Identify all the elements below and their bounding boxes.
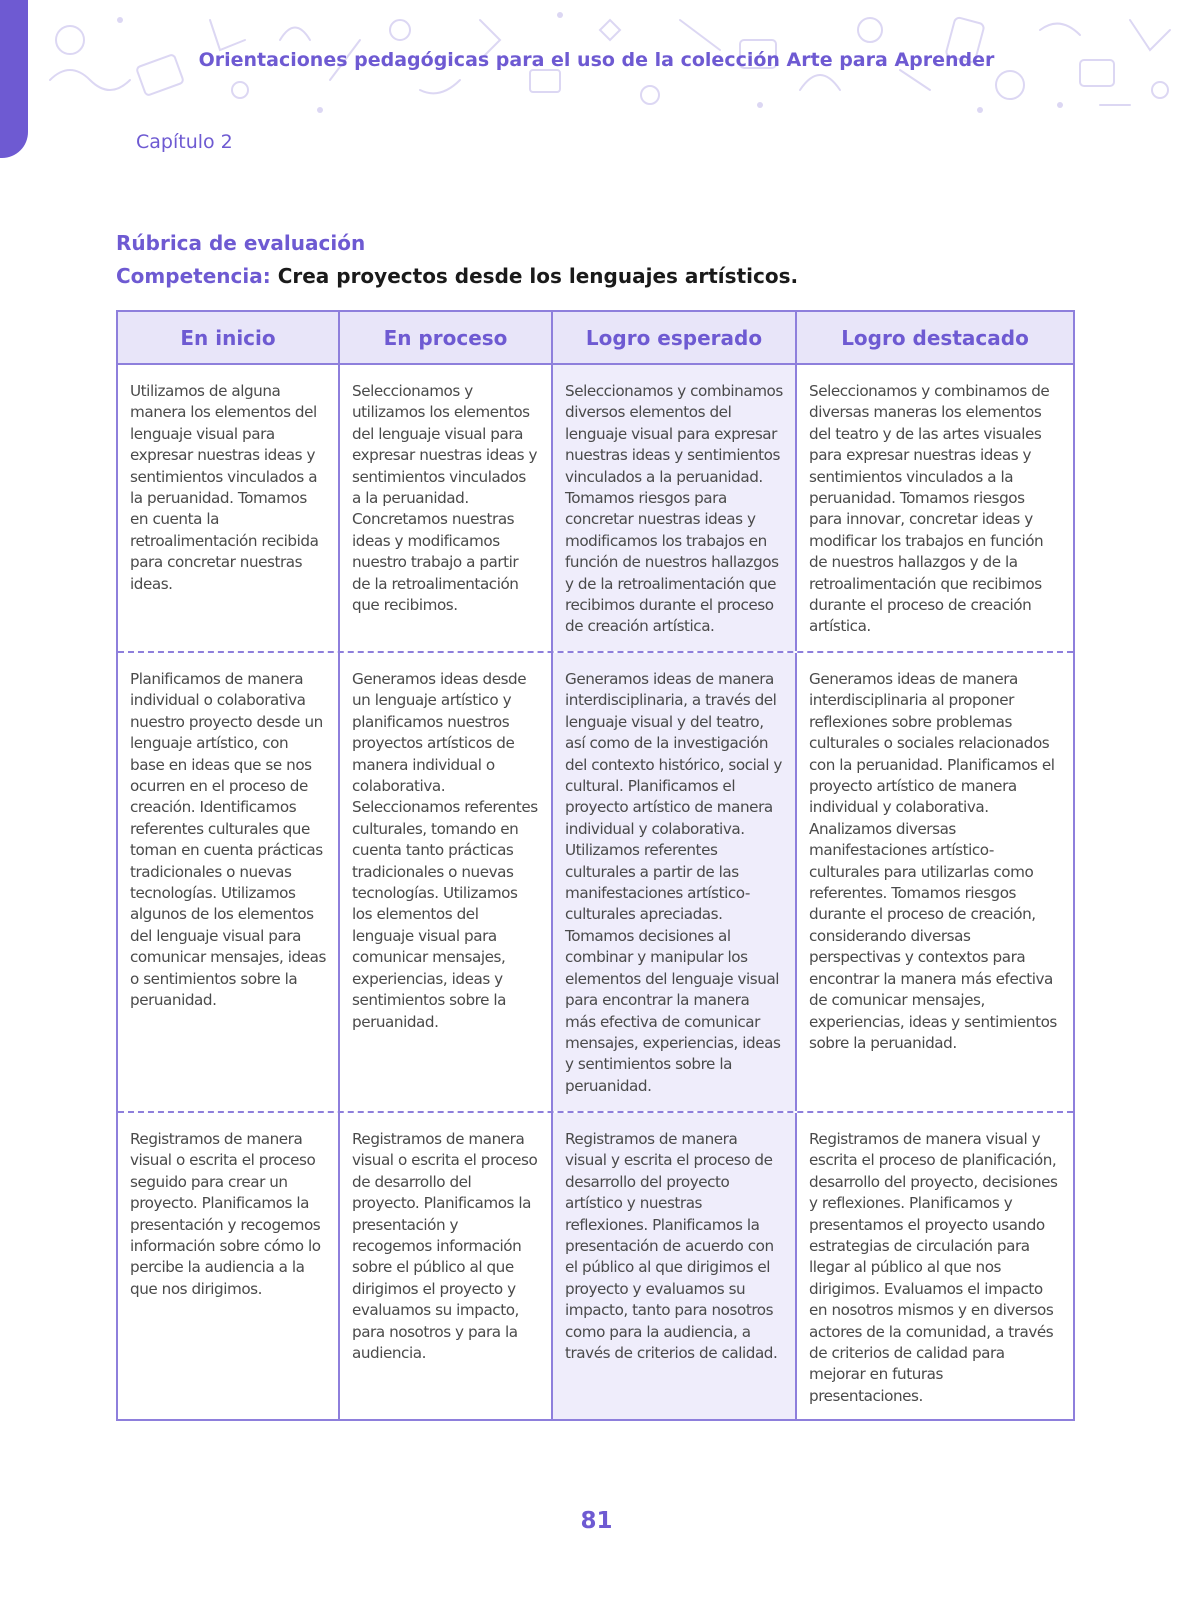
table-cell: Generamos ideas desde un lenguaje artístico y planificamos nuestros proyectos artísticos de manera individual o colaborativa. Seleccionamos referentes culturales, tomando en cuenta tanto prácticas tradicionales o nuevas tecnologías. Utilizamos los elementos del lenguaje visual para comunicar mensajes, experiencias, ideas y sentimientos sobre la peruanidad. — [340, 653, 553, 1111]
column-header: En inicio — [118, 312, 340, 365]
section-title: Rúbrica de evaluación — [116, 231, 366, 255]
competence-label: Competencia: — [116, 264, 271, 288]
competence-line — [116, 264, 798, 288]
table-cell: Registramos de manera visual o escrita el proceso de desarrollo del proyecto. Planificamos la presentación y recogemos información sobre el público al que dirigimos el proyecto y evaluamos su impacto, para nosotros y para la audiencia. — [340, 1113, 553, 1419]
competence-text: Crea proyectos desde los lenguajes artísticos. — [277, 264, 799, 288]
table-cell: Generamos ideas de manera interdisciplinaria, a través del lenguaje visual y del teatro, así como de la investigación del contexto histórico, social y cultural. Planificamos el proyecto artístico de manera individual y colaborativa. Utilizamos referentes culturales a partir de las manifestaciones artístico-culturales apreciadas. Tomamos decisiones al combinar y manipular los elementos del lenguaje visual para encontrar la manera más efectiva de comunicar mensajes, experiencias, ideas y sentimientos sobre la peruanidad. — [553, 653, 797, 1111]
table-row — [118, 1113, 1073, 1419]
rubric-table — [116, 310, 1075, 1421]
table-cell: Utilizamos de alguna manera los elementos del lenguaje visual para expresar nuestras ideas y sentimientos vinculados a la peruanidad. Tomamos en cuenta la retroalimentación recibida para concretar nuestras ideas. — [118, 365, 340, 651]
table-row — [118, 365, 1073, 653]
chapter-label: Capítulo 2 — [136, 131, 233, 153]
table-row — [118, 653, 1073, 1113]
page-header-title: Orientaciones pedagógicas para el uso de la colección Arte para Aprender — [198, 49, 995, 71]
table-cell: Seleccionamos y combinamos de diversas maneras los elementos del teatro y de las artes visuales para expresar nuestras ideas y sentimientos vinculados a la peruanidad. Tomamos riesgos para innovar, concretar ideas y modificar los trabajos en función de nuestros hallazgos y de la retroalimentación que recibimos durante el proceso de creación artística. — [809, 382, 1050, 636]
column-header: Logro destacado — [797, 312, 1073, 365]
table-cell: Planificamos de manera individual o colaborativa nuestro proyecto desde un lenguaje artístico, con base en ideas que se nos ocurren en el proceso de creación. Identificamos referentes culturales que toman en cuenta prácticas tradicionales o nuevas tecnologías. Utilizamos algunos de los elementos del lenguaje visual para comunicar mensajes, ideas o sentimientos sobre la peruanidad. — [118, 653, 340, 1111]
table-header-row — [118, 312, 1073, 365]
table-cell: Registramos de manera visual y escrita el proceso de planificación, desarrollo del proyecto, decisiones y reflexiones. Planificamos y presentamos el proyecto usando estrategias de circulación para llegar al público al que nos dirigimos. Evaluamos el impacto en nosotros mismos y en diversos actores de la comunidad, a través de criterios de calidad para mejorar en futuras presentaciones. — [809, 1130, 1058, 1405]
chapter-side-tab — [0, 0, 28, 158]
column-header: Logro esperado — [553, 312, 797, 365]
table-cell: Generamos ideas de manera interdisciplinaria al proponer reflexiones sobre problemas culturales o sociales relacionados con la peruanidad. Planificamos el proyecto artístico de manera individual y colaborativa. Analizamos diversas manifestaciones artístico-culturales para utilizarlas como referentes. Tomamos riesgos durante el proceso de creación, considerando diversas perspectivas y contextos para encontrar la manera más efectiva de comunicar mensajes, experiencias, ideas y sentimientos sobre la peruanidad. — [809, 670, 1057, 1052]
page-number: 81 — [580, 1508, 613, 1534]
table-cell: Seleccionamos y combinamos diversos elementos del lenguaje visual para expresar nuestras ideas y sentimientos vinculados a la peruanidad. Tomamos riesgos para concretar nuestras ideas y modificamos los trabajos en función de nuestros hallazgos y de la retroalimentación que recibimos durante el proceso de creación artística. — [553, 365, 797, 651]
table-cell: Seleccionamos y utilizamos los elementos del lenguaje visual para expresar nuestras ideas y sentimientos vinculados a la peruanidad. Concretamos nuestras ideas y modificamos nuestro trabajo a partir de la retroalimentación que recibimos. — [340, 365, 553, 651]
column-header: En proceso — [340, 312, 553, 365]
table-cell: Registramos de manera visual y escrita el proceso de desarrollo del proyecto artístico y nuestras reflexiones. Planificamos la presentación de acuerdo con el público al que dirigimos el proyecto y evaluamos su impacto, tanto para nosotros como para la audiencia, a través de criterios de calidad. — [553, 1113, 797, 1419]
table-cell: Registramos de manera visual o escrita el proceso seguido para crear un proyecto. Planificamos la presentación y recogemos información sobre cómo lo percibe la audiencia a la que nos dirigimos. — [118, 1113, 340, 1419]
